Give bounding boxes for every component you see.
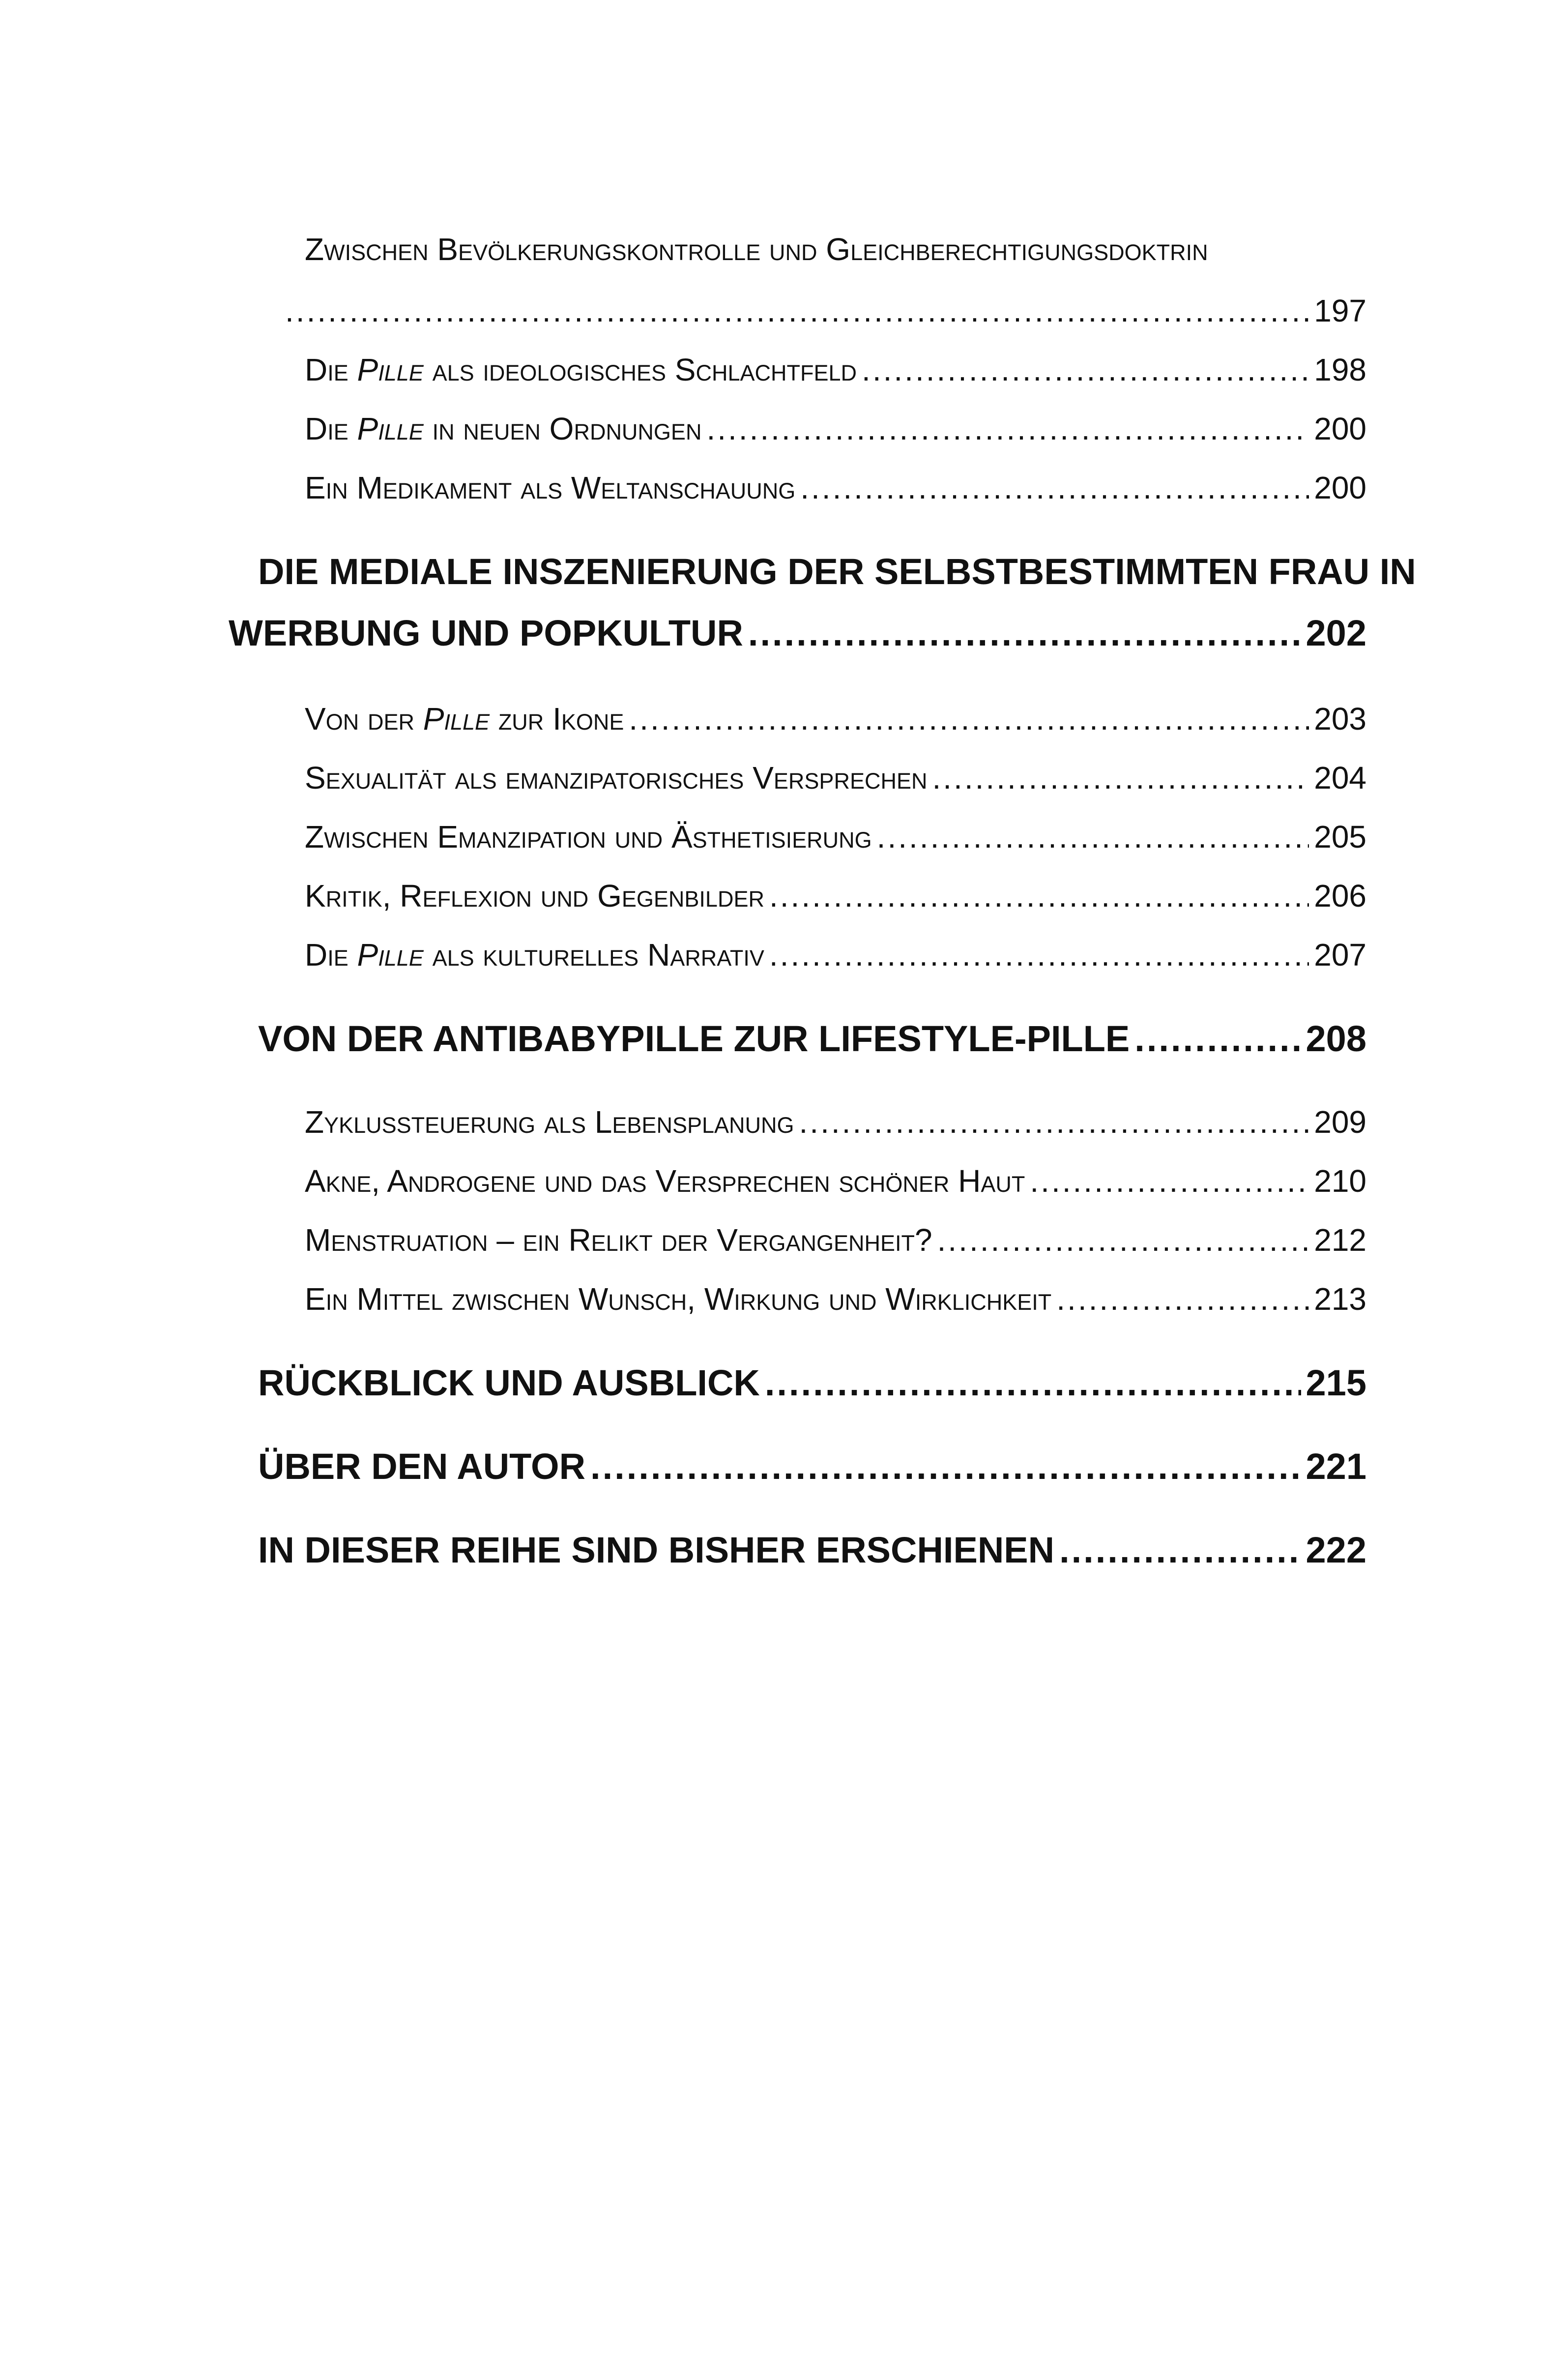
toc-leader-dots — [1056, 1281, 1309, 1317]
toc-page-number: 202 — [1306, 613, 1366, 653]
toc-entry[interactable] — [305, 819, 1366, 855]
toc-entry-title: Von der Pille zur Ikone — [305, 701, 624, 737]
toc-page-number: 207 — [1314, 937, 1366, 973]
toc-leader-dots — [285, 293, 1309, 329]
toc-page-number: 204 — [1314, 760, 1366, 796]
toc-page-number: 198 — [1314, 352, 1366, 387]
toc-chapter-title: WERBUNG UND POPKULTUR — [229, 613, 743, 653]
toc-entry[interactable] — [285, 293, 1366, 329]
toc-leader-dots — [1134, 1018, 1301, 1060]
toc-chapter-title: IN DIESER REIHE SIND BISHER ERSCHIENEN — [258, 1530, 1055, 1570]
toc-leader-dots — [800, 470, 1309, 506]
toc-page-number: 200 — [1314, 411, 1366, 446]
toc-entry[interactable] — [305, 701, 1366, 737]
toc-entry[interactable] — [305, 760, 1366, 796]
toc-leader-dots — [1059, 1529, 1301, 1571]
toc-leader-dots — [937, 1222, 1309, 1258]
toc-page-number: 200 — [1314, 470, 1366, 505]
toc-chapter[interactable] — [258, 1362, 1366, 1404]
toc-page-number: 222 — [1306, 1530, 1366, 1570]
toc-entry[interactable] — [305, 1222, 1366, 1258]
toc-entry[interactable] — [305, 1104, 1366, 1140]
toc-leader-dots — [590, 1446, 1301, 1487]
toc-page-number: 213 — [1314, 1281, 1366, 1317]
toc-entry-line — [305, 231, 1208, 267]
toc-chapter-title: ÜBER DEN AUTOR — [258, 1446, 586, 1487]
toc-entry-title: Die Pille als kulturelles Narrativ — [305, 937, 764, 973]
toc-entry-title: Ein Medikament als Weltanschauung — [305, 470, 796, 505]
toc-chapter[interactable] — [258, 1446, 1366, 1487]
toc-page-number: 197 — [1314, 293, 1366, 328]
toc-leader-dots — [748, 612, 1301, 654]
toc-entry[interactable] — [305, 1281, 1366, 1317]
toc-page-number: 212 — [1314, 1222, 1366, 1258]
toc-leader-dots — [877, 819, 1309, 855]
toc-leader-dots — [932, 760, 1309, 796]
toc-chapter[interactable] — [258, 1529, 1366, 1571]
toc-entry[interactable] — [305, 411, 1366, 447]
toc-page-number: 210 — [1314, 1163, 1366, 1199]
toc-page-number: 215 — [1306, 1362, 1366, 1403]
toc-page-number: 221 — [1306, 1446, 1366, 1487]
toc-chapter[interactable] — [229, 612, 1366, 654]
toc-entry-title: Zwischen Emanzipation und Ästhetisierung — [305, 819, 872, 855]
toc-entry-title: Sexualität als emanzipatorisches Versprechen — [305, 760, 928, 796]
toc-chapter-line — [258, 551, 1416, 592]
toc-chapter-title: VON DER ANTIBABYPILLE ZUR LIFESTYLE-PILLE — [258, 1018, 1130, 1059]
toc-entry-title: Die Pille als ideologisches Schlachtfeld — [305, 352, 857, 387]
toc-chapter-title: DIE MEDIALE INSZENIERUNG DER SELBSTBESTIMMTEN FRAU IN — [258, 551, 1416, 592]
toc-entry[interactable] — [305, 878, 1366, 914]
toc-entry-title: Zwischen Bevölkerungskontrolle und Gleichberechtigungsdoktrin — [305, 232, 1208, 267]
toc-page-number: 203 — [1314, 701, 1366, 737]
toc-page-number: 208 — [1306, 1018, 1366, 1059]
toc-leader-dots — [769, 937, 1309, 973]
toc-page-number: 209 — [1314, 1104, 1366, 1140]
toc-leader-dots — [862, 352, 1309, 388]
toc-leader-dots — [765, 1362, 1301, 1404]
toc-chapter-title: RÜCKBLICK UND AUSBLICK — [258, 1362, 760, 1403]
toc-page-number: 205 — [1314, 819, 1366, 855]
toc-leader-dots — [799, 1104, 1309, 1140]
toc-leader-dots — [706, 411, 1309, 447]
toc-entry-title: Menstruation – ein Relikt der Vergangenheit? — [305, 1222, 932, 1258]
toc-entry-title: Zyklussteuerung als Lebensplanung — [305, 1104, 794, 1140]
toc-entry[interactable] — [305, 352, 1366, 388]
toc-leader-dots — [629, 701, 1309, 737]
toc-leader-dots — [1030, 1163, 1309, 1199]
toc-entry-title: Akne, Androgene und das Versprechen schöner Haut — [305, 1163, 1025, 1199]
toc-entry-title: Ein Mittel zwischen Wunsch, Wirkung und Wirklichkeit — [305, 1281, 1052, 1317]
toc-entry[interactable] — [305, 470, 1366, 506]
toc-leader-dots — [769, 878, 1309, 914]
toc-entry-title: Die Pille in neuen Ordnungen — [305, 411, 702, 446]
toc-entry[interactable] — [305, 937, 1366, 973]
toc-entry[interactable] — [305, 1163, 1366, 1199]
toc-page-number: 206 — [1314, 878, 1366, 914]
toc-chapter[interactable] — [258, 1018, 1366, 1060]
toc-entry-title: Kritik, Reflexion und Gegenbilder — [305, 878, 764, 914]
